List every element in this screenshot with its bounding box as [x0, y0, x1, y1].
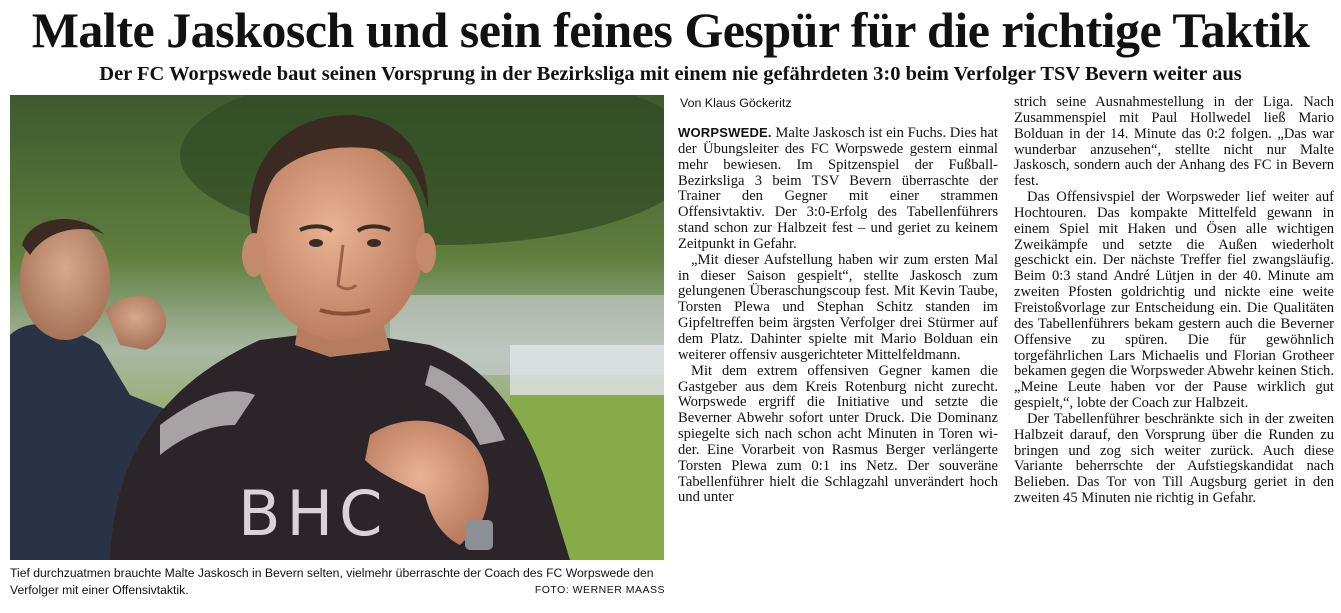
lead-paragraph [678, 125, 998, 253]
article-column-1 [678, 95, 998, 506]
paragraph-continued: strich seine Ausnahmestellung in der Liga. Nach Zusammenspiel mit Paul Hollwedel ließ Mario Bolduan in der 14. Minute das 0:2 folgen. „Das war wunderbar anzusehen“, stellte nicht nur Malte Jaskosch, sondern auch der Anhang des FC in Bevern fest. [1014, 94, 1334, 190]
byline: Von Klaus Göckeritz [680, 96, 792, 110]
paragraph: „Mit dieser Aufstellung haben wir zum ersten Mal in dieser Saison gespielt“, stellte Jaskosch zum gelungenen Überaschungscoup fest. Mit Kevin Taube, Torsten Plewa und Stephan Schitz standen im Gipfeltreffen beim ärgsten Verfolger drei Stürmer auf dem Platz. Dahinter spielte mit Mario Bolduan ein weiterer offensiv ausgerichteter Mittelfeldmann. [678, 251, 998, 363]
paragraph: Der Tabellenführer beschränkte sich in der zweiten Halbzeit darauf, den Vorsprung über die Runden zu bringen und zog sich weiter zurück. Auch diese Variante beherrschte der Aufstiegskandidat nach Belieben. Das Tor von Till Augsburg geriet in den zweiten 45 Minuten nie richtig in Gefahr. [1014, 410, 1334, 507]
photo-caption [10, 565, 665, 599]
article-column-2 [1014, 95, 1334, 507]
coach-photo-illustration [10, 95, 664, 560]
lead-text: Malte Jaskosch ist ein Fuchs. Dies hat der Übungsleiter des FC Worpswede gestern einmal mehr bewiesen. Im Spitzenspiel der Fußball-Bezirksliga 3 beim TSV Bevern überraschte der Trainer den Gegner mit einer strammen Offensivtaktiv. Der 3:0-Erfolg des Tabellenführers stand schon zur Halbzeit fest – und geriet zu keinem Zeitpunkt in Gefahr. [678, 125, 998, 252]
caption-text: Tief durchzuatmen brauchte Malte Jaskosch in Bevern selten, vielmehr überraschte der Coach des FC Worpswede den Verfolger mit einer Offensivtaktik. [10, 566, 654, 597]
article-subheadline: Der FC Worpswede baut seinen Vorsprung in der Bezirksliga mit einem nie gefährdeten 3:0 beim Verfolger TSV Bevern weiter aus [99, 63, 1242, 85]
dateline: WORPSWEDE. [678, 125, 772, 140]
photo-credit: FOTO: WERNER MAASS [534, 584, 665, 596]
paragraph: Das Offensivspiel der Worpsweder lief weiter auf Hochtouren. Das kompakte Mittelfeld gewann in einem Spiel mit Haken und Ösen alle wichtigen Zweikämpfe und setzte die Außen wiederholt geschickt ein. Der nächste Treffer fiel zwangsläufig. Beim 0:3 stand André Lütjen in der 40. Minute am zweiten Pfosten goldrichtig und nickte eine weite Freistoßvorlage zur Entscheidung ein. Die Qualitäten des Tabellenführers bekam gestern auch die Beverner Offensive zu spüren. Die für gewöhnlich torgefährlichen Lars Michaelis und Florian Grotheer bekamen gegen die Worpsweder Abwehr keinen Stich. „Meine Leute haben vor der Pause wirklich gut gespielt,“, lobte der Coach zur Halbzeit. [1014, 189, 1334, 412]
article-photo [10, 95, 664, 560]
paragraph: Mit dem extrem offensiven Gegner kamen die Gastgeber aus dem Kreis Rotenburg nicht zurecht. Worpswede ergriff die Initiative und setzte die Beverner Abwehr sofort unter Druck. Die Dominanz spiegelte sich nach schon acht Minuten in Toren wider. Eine Vorarbeit von Rasmus Berger verlängerte Torsten Plewa zum 0:1 ins Netz. Der souveräne Tabellenführer hielt die Schlagzahl unverändert hoch und unter [678, 362, 998, 506]
article-headline: Malte Jaskosch und sein feines Gespür für die richtige Taktik [31, 2, 1310, 58]
shirt-lettering: BHC [238, 477, 389, 550]
